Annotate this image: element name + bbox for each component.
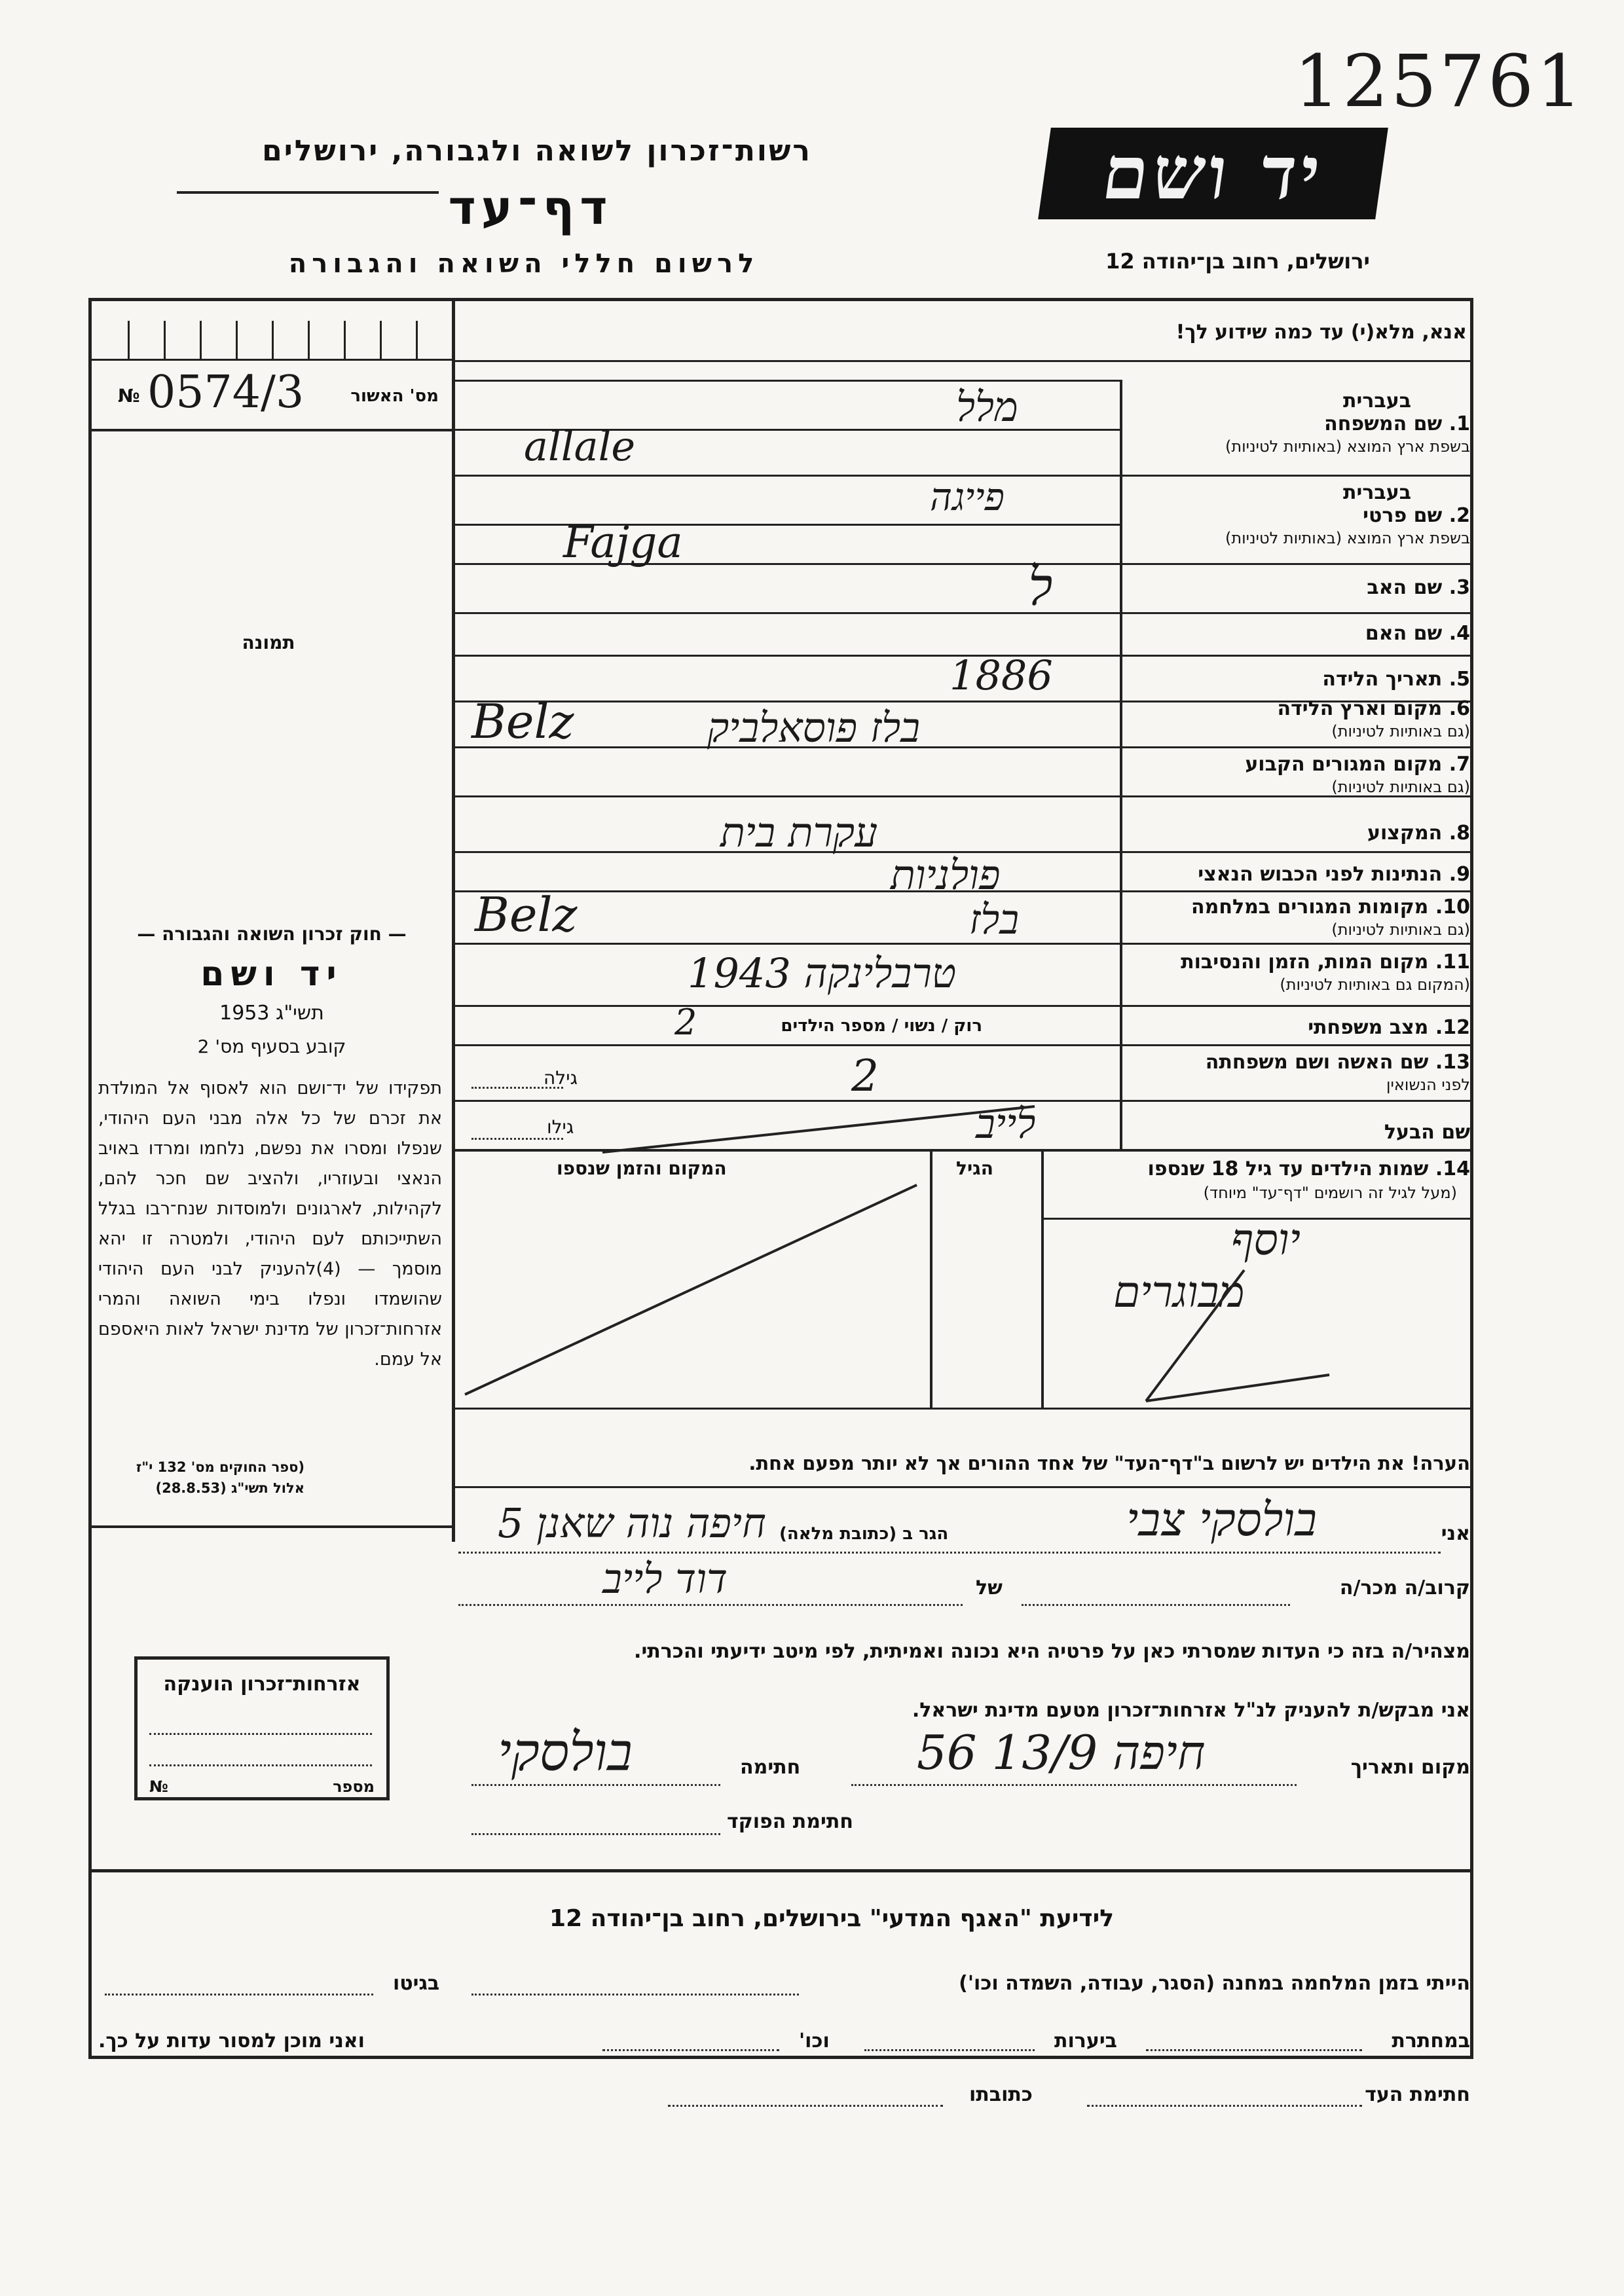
field-1-value-he: מלל [956,383,1018,431]
org-title: רשות־זכרון לשואה ולגבורה, ירושלים [262,134,812,168]
field-11-label: 11. מקום המות, הזמן והנסיבות [1181,951,1470,974]
footer-line2-c: וכו' [799,2030,830,2052]
field-10-label: 10. מקומות המגורים במלחמה [1191,896,1470,919]
children-title: 14. שמות הילדים עד גיל 18 שנספו [1147,1157,1470,1180]
field-13-age-label: גילה [544,1067,578,1089]
witness-of-label: של [976,1576,1003,1599]
field-2-value-lat: Fajga [563,517,683,568]
field-4-label: 4. שם האם [1365,622,1470,645]
yad-vashem-logo: יד ושם [1038,128,1388,219]
footer-line2-b: ביערות [1054,2030,1117,2052]
field-3-value: ל [1028,556,1053,617]
witness-place-date-label: מקום ותאריך [1350,1756,1470,1779]
field-6-value: בלז פוסאלביק [707,704,921,752]
witness-address-value: חיפה נוה שאנן 5 [498,1499,766,1547]
form-title: דף־עד [448,180,613,235]
witness-of-value: דוד לייב [602,1555,728,1603]
footer-line1-a: הייתי בזמן המלחמה במחנה (הסגר, עבודה, השמדה וכו') [959,1972,1470,1995]
witness-address-label: הגר ב (כתובת מלאה) [779,1524,949,1544]
field-12-value: 2 [674,1002,697,1043]
approval-no-symbol: № [118,385,140,407]
husband-age-label: גילו [547,1116,574,1138]
intro-text: אנא, מלא(י) עד כמה שידוע לך! [1175,321,1467,344]
husband-value: לייב [976,1100,1036,1148]
witness-ani: אני [1441,1522,1470,1545]
witness-signature-label: חתימה [740,1756,801,1779]
form-subtitle: לרשום חללי השואה והגבורה [288,249,760,279]
field-9-value: פולניות [891,851,1001,899]
field-3-label: 3. שם האב [1367,576,1470,599]
officer-signature-label: חתימת הפוקד [727,1810,853,1833]
field-7-label: 7. מקום המגורים הקבוע [1245,753,1470,776]
archive-number: 125761 [1294,39,1585,123]
children-col-age: הגיל [956,1157,993,1179]
remark-text: הערה! את הילדים יש לרשום ב"דף־העד" של אחד ההורים אך לא יותר מפעם אחת. [748,1452,1470,1474]
field-1-tag: בעברית [1343,390,1411,412]
field-6-value-lat: Belz [471,694,574,749]
approval-label: מס' האשור [350,386,439,406]
law-body: תפקידו של יד־ושם הוא לאסוף אל המולדת את זכרם של כל אלה מבני העם היהודי, שנפלו ומסרו את נפשם, נלחמו ומרדו באויב הנאצי ובעוזריו, ולהציב שם חכר להם, לקהילות, לארגונים ולמוסדות שנח־רבו בגלל השתייכותם לעם היהודי, ולמטרה זו יהא מוסמך — (4)להעניק לבני העם היהודי שהושמדו ונפלו בימי השואה והמרי אזרחות־זכרון של מדינת ישראל לאות היאספם אל עמם. [98,1078,442,1370]
husband-strike-line [589,1100,1048,1159]
citizenship-box-title: אזרחות־זכרון הוענקה [163,1673,361,1696]
field-2-value-he: פייגה [930,475,1005,519]
footer-line2-d: ואני מוכן למסור עדות על כך. [98,2030,365,2052]
photo-label: תמונה [242,632,295,653]
child-name-1: יוסף [1231,1214,1301,1265]
footer-line2-a: במחתרת [1392,2030,1470,2052]
field-2-sub: בשפת ארץ המוצא (באותיות לטיניות) [1225,529,1470,547]
children-strike-lines [458,1159,1441,1408]
field-2-tag: בעברית [1343,481,1411,504]
field-11-sub: (המקום גם באותיות לטיניות) [1280,975,1470,994]
field-8-value: עקרת בית [720,809,878,856]
citizenship-box: אזרחות־זכרון הוענקה מספר № [134,1656,390,1800]
field-10-value: בלז [969,896,1020,943]
children-col-place: המקום והזמן שנספו [557,1157,727,1179]
law-year: תשי"ג 1953 [219,1002,324,1025]
children-note: (מעל לגיל זה רושמים "דף־עד" מיוחד) [1203,1184,1457,1202]
husband-label: שם הבעל [1384,1121,1470,1144]
field-6-label: 6. מקום וארץ הלידה [1277,697,1470,720]
law-source: (ספר החוקים מס' 132 י"ז אלול תשי"ג (28.8.53) [136,1459,304,1496]
approval-number-value: 0574/3 [147,367,304,418]
field-8-label: 8. המקצוע [1367,822,1470,845]
witness-relative-label: קרוב/ה מכר/ה [1339,1576,1470,1599]
law-name: יד ושם [200,955,343,994]
field-1-sub: בשפת ארץ המוצא (באותיות לטיניות) [1225,437,1470,456]
law-title: — חוק זכרון השואה והגבורה — [137,923,407,945]
approval-tick-boxes [92,308,452,360]
field-13-label: 13. שם האשה ושם משפחתה [1205,1051,1470,1074]
field-13-value: 2 [851,1051,879,1101]
witness-name-value: בולסקי צבי [1126,1493,1318,1546]
field-10-value-lat: Belz [475,887,578,942]
field-7-sub: (גם באותיות לטיניות) [1331,778,1470,796]
field-12-label: 12. מצב משפחתי [1308,1016,1470,1039]
footer-line3-a: חתימת העד [1365,2083,1470,2106]
field-11-value: טרבלינקה 1943 [688,949,957,997]
field-10-sub: (גם באותיות לטיניות) [1331,920,1470,939]
witness-request: אני מבקש/ת להעניק לנ"ל אזרחות־זכרון מטעם מדינת ישראל. [912,1699,1470,1722]
field-2-label: 2. שם פרטי [1363,504,1470,527]
field-5-value: 1886 [950,651,1053,699]
field-9-label: 9. הנתינות לפני הכבוש הנאצי [1198,863,1470,886]
footer-line3-b: כתובתו [969,2083,1033,2106]
child-name-2: מבוגרים [1113,1267,1245,1317]
witness-place-date-value: חיפה 13/9 56 [917,1725,1206,1780]
footer-line1-b: בגיטו [393,1972,440,1995]
witness-declaration: מצהיר/ה בזה כי העדות שמסרתי כאן על פרטיה היא נכונה ואמיתית, לפי מיטב ידיעתי והכרתי. [634,1640,1470,1663]
field-12-sub: רוק / נשוי / מספר הילדים [781,1016,982,1036]
field-6-sub: (גם באותיות לטיניות) [1331,722,1470,740]
witness-signature-value: בולסקי [498,1722,633,1783]
field-5-label: 5. תאריך הלידה [1322,668,1470,691]
title-rule [177,191,439,194]
address: ירושלים, רחוב בן־יהודה 12 [1105,249,1370,274]
footer-heading: לידיעת "האגף המדעי" בירושלים, רחוב בן־יהודה 12 [549,1905,1114,1932]
field-1-value-lat: allale [524,422,636,470]
field-13-sub: לפני הנשואין [1386,1076,1470,1094]
field-1-label: 1. שם המשפחה [1324,412,1470,435]
law-clause: קובע בסעיף מס' 2 [197,1036,346,1057]
citizenship-number-label: מספר [333,1777,375,1796]
